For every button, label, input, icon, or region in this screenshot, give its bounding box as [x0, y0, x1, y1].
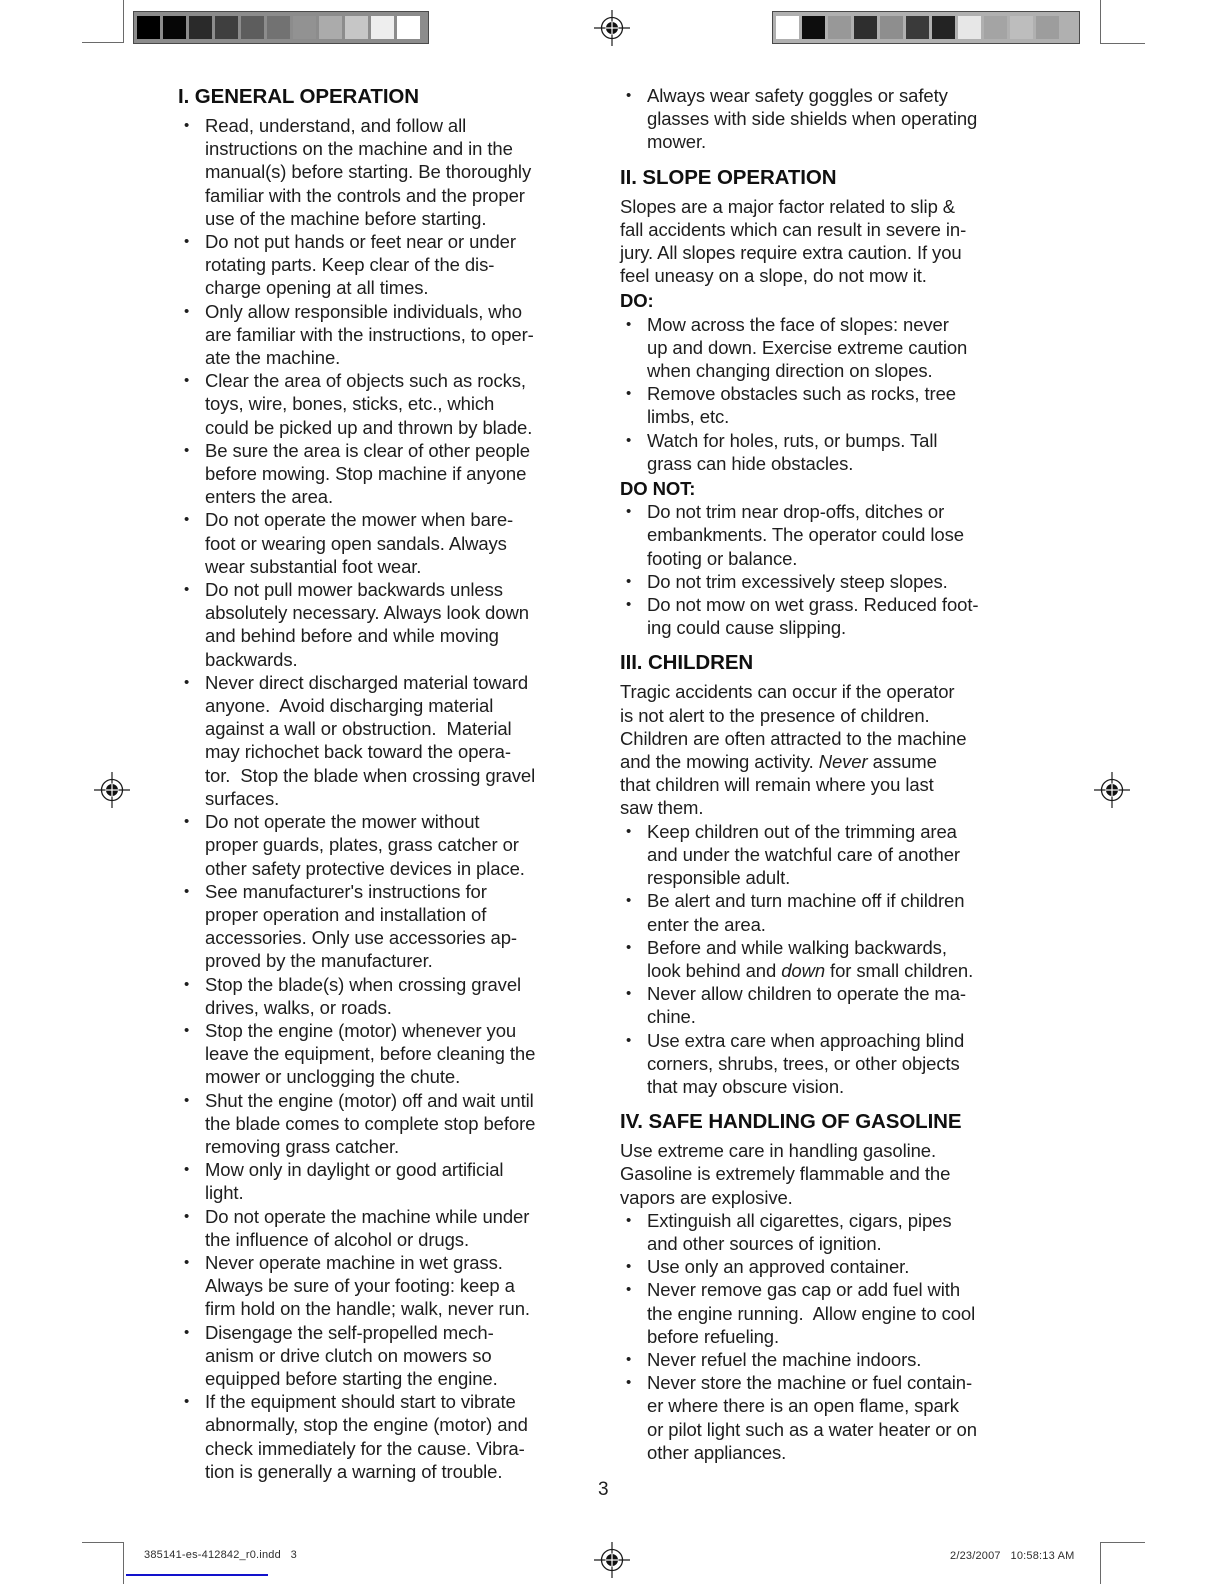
text-line: Slopes are a major factor related to slip &	[620, 195, 956, 217]
text-line: corners, shrubs, trees, or other objects	[647, 1052, 960, 1074]
text-line: Be sure the area is clear of other people	[205, 439, 530, 461]
bullet-icon: •	[626, 1374, 632, 1392]
bullet-item	[620, 820, 1044, 890]
footer-timestamp: 2/23/2007 10:58:13 AM	[950, 1550, 1075, 1562]
text-line: Do not trim excessively steep slopes.	[647, 570, 948, 592]
text-line: mower or unclogging the chute.	[205, 1066, 461, 1088]
crop-mark	[123, 1542, 124, 1584]
text-line: Do not trim near drop-offs, ditches or	[647, 501, 945, 523]
section-heading	[620, 165, 1044, 191]
calibration-square	[241, 16, 264, 39]
bullet-item	[178, 300, 602, 370]
text-line: Disengage the self-propelled mech-	[205, 1321, 494, 1343]
text-line: check immediately for the cause. Vibra-	[205, 1437, 525, 1459]
bullet-icon: •	[184, 233, 190, 251]
text-line: Use extra care when approaching blind	[647, 1029, 965, 1051]
text-line: firm hold on the handle; walk, never run.	[205, 1298, 530, 1320]
bullet-item	[178, 810, 602, 880]
bullet-item	[178, 1089, 602, 1159]
text-line: Shut the engine (motor) off and wait until	[205, 1089, 534, 1111]
text-line: Never allow children to operate the ma-	[647, 983, 966, 1005]
text-line: wear substantial foot wear.	[205, 555, 422, 577]
calibration-square	[189, 16, 212, 39]
text-line: Never operate machine in wet grass.	[205, 1251, 503, 1273]
bullet-icon: •	[626, 822, 632, 840]
text-line: Never refuel the machine indoors.	[647, 1348, 922, 1370]
subheading	[620, 289, 1044, 312]
text-line: IV. SAFE HANDLING OF GASOLINE	[620, 1110, 962, 1134]
bullet-item	[620, 1278, 1044, 1348]
bullet-icon: •	[626, 1031, 632, 1049]
text-line: Gasoline is extremely flammable and the	[620, 1163, 951, 1185]
bullet-icon: •	[184, 1393, 190, 1411]
bullet-icon: •	[626, 385, 632, 403]
bullet-item	[178, 1019, 602, 1089]
bullet-icon: •	[184, 117, 190, 134]
text-line: limbs, etc.	[647, 406, 730, 428]
text-line: could be picked up and thrown by blade.	[205, 416, 533, 438]
bullet-icon: •	[184, 1021, 190, 1039]
bullet-item	[620, 313, 1044, 383]
bullet-item	[620, 1209, 1044, 1255]
page-number: 3	[598, 1479, 609, 1500]
text-line: jury. All slopes require extra caution. If you	[620, 242, 962, 264]
bullet-icon: •	[184, 975, 190, 993]
crop-mark	[82, 1542, 124, 1543]
bullet-item	[178, 578, 602, 671]
calibration-square	[776, 16, 799, 39]
text-line: Do not pull mower backwards unless	[205, 579, 503, 601]
text-line: rotating parts. Keep clear of the dis-	[205, 254, 495, 276]
bullet-icon: •	[626, 503, 632, 521]
text-line: Stop the blade(s) when crossing gravel	[205, 973, 522, 995]
text-line: tor. Stop the blade when crossing gravel	[205, 764, 536, 786]
bullet-item	[178, 1390, 602, 1483]
bullet-icon: •	[626, 985, 632, 1003]
bullet-icon: •	[626, 1281, 632, 1299]
text-line: and the mowing activity. Never assume	[620, 751, 937, 773]
text-line: up and down. Exercise extreme caution	[647, 336, 968, 358]
bullet-icon: •	[626, 315, 632, 333]
calibration-square	[828, 16, 851, 39]
text-line: Do not operate the mower without	[205, 811, 480, 833]
bullet-icon: •	[626, 572, 632, 590]
calibration-square	[215, 16, 238, 39]
calibration-square	[958, 16, 981, 39]
calibration-square	[397, 16, 420, 39]
crop-mark	[1100, 43, 1145, 44]
section-heading	[178, 84, 602, 110]
text-line: proper guards, plates, grass catcher or	[205, 834, 519, 856]
bullet-icon: •	[626, 1211, 632, 1229]
text-line: Never direct discharged material toward	[205, 671, 529, 693]
bullet-icon: •	[184, 1323, 190, 1341]
text-line: enters the area.	[205, 486, 333, 508]
text-line: proper operation and installation of	[205, 903, 487, 925]
text-line: familiar with the controls and the proper	[205, 184, 525, 206]
text-line: Use only an approved container.	[647, 1256, 910, 1278]
section-heading	[620, 1109, 1044, 1135]
bullet-icon: •	[184, 372, 190, 390]
calibration-square	[163, 16, 186, 39]
text-line: Before and while walking backwards,	[647, 936, 947, 958]
bullet-item	[178, 114, 602, 230]
text-line: before mowing. Stop machine if anyone	[205, 463, 527, 485]
text-line: Extinguish all cigarettes, cigars, pipes	[647, 1209, 952, 1231]
text-line: proved by the manufacturer.	[205, 950, 433, 972]
bullet-item	[620, 982, 1044, 1028]
calibration-square	[345, 16, 368, 39]
text-line: light.	[205, 1182, 244, 1204]
bullet-item	[620, 500, 1044, 570]
text-line: may richochet back toward the opera-	[205, 741, 511, 763]
bullet-icon: •	[626, 892, 632, 910]
text-line: Always be sure of your footing: keep a	[205, 1275, 515, 1297]
bullet-icon: •	[626, 1258, 632, 1276]
text-line: use of the machine before starting.	[205, 207, 487, 229]
text-line: See manufacturer's instructions for	[205, 880, 487, 902]
registration-mark-icon	[592, 1540, 632, 1580]
calibration-square	[880, 16, 903, 39]
text-line: the influence of alcohol or drugs.	[205, 1228, 469, 1250]
bullet-icon: •	[184, 441, 190, 459]
bullet-item	[178, 1205, 602, 1251]
text-line: feel uneasy on a slope, do not mow it.	[620, 265, 927, 287]
bullet-icon: •	[184, 1161, 190, 1179]
subheading	[620, 477, 1044, 500]
text-line: tion is generally a warning of trouble.	[205, 1460, 503, 1482]
text-line: other appliances.	[647, 1441, 787, 1463]
section-heading	[620, 650, 1044, 676]
bullet-item	[620, 889, 1044, 935]
calibration-square	[906, 16, 929, 39]
bullet-item	[620, 382, 1044, 428]
calibration-square	[854, 16, 877, 39]
text-line: instructions on the machine and in the	[205, 138, 513, 160]
text-line: and behind before and while moving	[205, 625, 499, 647]
text-line: other safety protective devices in place.	[205, 857, 525, 879]
bullet-icon: •	[184, 581, 190, 599]
text-line: foot or wearing open sandals. Always	[205, 532, 507, 554]
paragraph	[620, 1139, 1044, 1209]
text-line: saw them.	[620, 797, 704, 819]
text-line: Children are often attracted to the machine	[620, 727, 967, 749]
registration-mark-icon	[1092, 770, 1132, 810]
bullet-item	[178, 880, 602, 973]
text-line: er where there is an open flame, spark	[647, 1395, 959, 1417]
text-line: enter the area.	[647, 913, 766, 935]
crop-mark	[1100, 0, 1101, 43]
registration-mark-icon	[592, 8, 632, 48]
bullet-item	[620, 429, 1044, 475]
text-line: is not alert to the presence of children.	[620, 704, 930, 726]
bullet-item	[620, 1371, 1044, 1464]
text-line: absolutely necessary. Always look down	[205, 602, 529, 624]
calibration-square	[319, 16, 342, 39]
column-left	[178, 84, 602, 1483]
bullet-item	[620, 936, 1044, 982]
bullet-icon: •	[184, 302, 190, 320]
bullet-item	[620, 1029, 1044, 1099]
text-line: accessories. Only use accessories ap-	[205, 927, 517, 949]
text-line: are familiar with the instructions, to oper-	[205, 323, 534, 345]
text-line: Do not operate the machine while under	[205, 1205, 530, 1227]
grayscale-calibration-strip	[133, 11, 429, 44]
bullet-icon: •	[184, 882, 190, 900]
text-line: ing could cause slipping.	[647, 617, 847, 639]
text-line: anyone. Avoid discharging material	[205, 695, 494, 717]
bullet-item	[620, 1255, 1044, 1278]
bullet-icon: •	[184, 813, 190, 831]
text-line: II. SLOPE OPERATION	[620, 165, 837, 189]
text-line: chine.	[647, 1006, 696, 1028]
text-line: fall accidents which can result in severe in-	[620, 218, 967, 240]
text-line: leave the equipment, before cleaning the	[205, 1043, 536, 1065]
bullet-icon: •	[626, 938, 632, 956]
bullet-item	[178, 439, 602, 509]
column-right	[620, 84, 1044, 1464]
bullet-item	[178, 508, 602, 578]
calibration-square	[984, 16, 1007, 39]
text-line: when changing direction on slopes.	[647, 360, 933, 382]
bullet-icon: •	[626, 1350, 632, 1368]
bullet-icon: •	[184, 1207, 190, 1225]
text-line: Always wear safety goggles or safety	[647, 85, 948, 106]
bullet-icon: •	[184, 511, 190, 529]
text-line: Use extreme care in handling gasoline.	[620, 1140, 937, 1162]
text-line: If the equipment should start to vibrate	[205, 1391, 516, 1413]
crop-mark	[123, 0, 124, 42]
text-line: Keep children out of the trimming area	[647, 820, 957, 842]
bullet-item	[178, 369, 602, 439]
text-line: against a wall or obstruction. Material	[205, 718, 512, 740]
text-line: or pilot light such as a water heater or on	[647, 1418, 977, 1440]
text-line: Stop the engine (motor) whenever you	[205, 1019, 517, 1041]
bullet-icon: •	[184, 1091, 190, 1109]
bullet-item	[178, 973, 602, 1019]
text-line: Do not operate the mower when bare-	[205, 509, 514, 531]
text-line: grass can hide obstacles.	[647, 452, 854, 474]
text-line: and other sources of ignition.	[647, 1232, 882, 1254]
text-line: DO:	[620, 290, 654, 312]
registration-mark-icon	[92, 770, 132, 810]
calibration-square	[932, 16, 955, 39]
text-line: ate the machine.	[205, 347, 341, 369]
text-line: before refueling.	[647, 1325, 780, 1347]
crop-mark	[82, 42, 124, 43]
text-line: equipped before starting the engine.	[205, 1367, 498, 1389]
paragraph	[620, 680, 1044, 819]
calibration-square	[371, 16, 394, 39]
text-line: Remove obstacles such as rocks, tree	[647, 383, 956, 405]
text-line: I. GENERAL OPERATION	[178, 85, 419, 108]
calibration-square	[293, 16, 316, 39]
bullet-icon: •	[626, 431, 632, 449]
text-line: Only allow responsible individuals, who	[205, 300, 522, 322]
calibration-square	[802, 16, 825, 39]
bullet-icon: •	[626, 87, 632, 104]
text-line: III. CHILDREN	[620, 651, 754, 675]
text-line: mower.	[647, 131, 707, 153]
text-line: abnormally, stop the engine (motor) and	[205, 1414, 528, 1436]
text-line: look behind and down for small children.	[647, 959, 974, 981]
text-line: the blade comes to complete stop before	[205, 1112, 536, 1134]
text-line: responsible adult.	[647, 867, 791, 889]
text-line: Clear the area of objects such as rocks,	[205, 370, 526, 392]
bullet-icon: •	[184, 1253, 190, 1271]
bullet-item	[620, 1348, 1044, 1371]
bullet-icon: •	[184, 673, 190, 691]
bullet-item	[620, 84, 1044, 154]
bullet-icon: •	[626, 596, 632, 614]
text-line: Mow only in daylight or good artificial	[205, 1159, 504, 1181]
crop-mark	[1100, 1542, 1101, 1584]
bullet-item	[178, 671, 602, 810]
text-line: Be alert and turn machine off if children	[647, 890, 965, 912]
text-line: backwards.	[205, 648, 298, 670]
bullet-item	[620, 570, 1044, 593]
text-line: Never remove gas cap or add fuel with	[647, 1279, 961, 1301]
text-line: DO NOT:	[620, 478, 696, 500]
text-line: manual(s) before starting. Be thoroughly	[205, 161, 532, 183]
text-line: and under the watchful care of another	[647, 843, 960, 865]
bullet-item	[178, 1251, 602, 1321]
calibration-square	[137, 16, 160, 39]
bullet-item	[620, 593, 1044, 639]
text-line: embankments. The operator could lose	[647, 524, 964, 546]
text-line: the engine running. Allow engine to cool	[647, 1302, 976, 1324]
text-line: vapors are explosive.	[620, 1186, 793, 1208]
text-line: charge opening at all times.	[205, 277, 429, 299]
footer-blue-line	[126, 1574, 268, 1576]
calibration-square	[1036, 16, 1059, 39]
text-line: Do not mow on wet grass. Reduced foot-	[647, 594, 979, 616]
bullet-item	[178, 1158, 602, 1204]
text-line: anism or drive clutch on mowers so	[205, 1344, 492, 1366]
text-line: drives, walks, or roads.	[205, 996, 392, 1018]
text-line: Do not put hands or feet near or under	[205, 231, 516, 253]
text-line: toys, wire, bones, sticks, etc., which	[205, 393, 495, 415]
text-line: Mow across the face of slopes: never	[647, 313, 949, 335]
bullet-item	[178, 230, 602, 300]
calibration-square	[267, 16, 290, 39]
text-line: Read, understand, and follow all	[205, 115, 467, 136]
text-line: that children will remain where you last	[620, 774, 934, 796]
footer-filename: 385141-es-412842_r0.indd 3	[144, 1549, 297, 1561]
bullet-item	[178, 1321, 602, 1391]
text-line: that may obscure vision.	[647, 1075, 845, 1097]
color-calibration-strip	[772, 11, 1080, 44]
text-line: footing or balance.	[647, 547, 798, 569]
text-line: glasses with side shields when operating	[647, 108, 978, 130]
text-line: Watch for holes, ruts, or bumps. Tall	[647, 429, 938, 451]
text-line: surfaces.	[205, 787, 280, 809]
crop-mark	[1100, 1542, 1145, 1543]
text-line: Tragic accidents can occur if the operator	[620, 681, 955, 703]
calibration-square	[1010, 16, 1033, 39]
text-line: removing grass catcher.	[205, 1135, 400, 1157]
paragraph	[620, 195, 1044, 288]
text-line: Never store the machine or fuel contain-	[647, 1372, 973, 1394]
